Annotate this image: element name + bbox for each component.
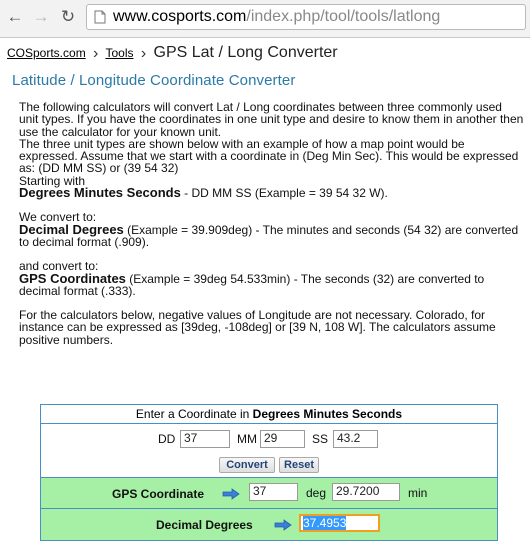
intro-text — [19, 101, 524, 346]
right-arrow-icon — [222, 488, 240, 500]
gps-degrees-unit: deg — [306, 486, 327, 500]
starting-with: Starting with — [19, 173, 86, 188]
gps-result-row — [41, 478, 497, 509]
dd-label: Decimal Degrees — [19, 221, 124, 237]
and-convert-to: and convert to: — [19, 259, 99, 274]
calculator-header-prefix: Enter a Coordinate in — [135, 407, 253, 421]
address-bar[interactable] — [86, 4, 526, 30]
decimal-result-row — [41, 509, 497, 540]
breadcrumb-home-link[interactable]: COSports.com — [7, 46, 86, 60]
gps-label: GPS Coordinates — [19, 270, 126, 286]
dd-description — [19, 221, 524, 249]
dms-input-row — [41, 424, 497, 478]
breadcrumb-current: GPS Lat / Long Converter — [153, 44, 338, 61]
converter-table — [40, 404, 498, 541]
convert-button[interactable]: Convert — [219, 457, 275, 473]
gps-minutes-unit: min — [408, 486, 428, 500]
page-icon — [93, 10, 107, 24]
url-text — [113, 8, 440, 26]
gps-minutes-output[interactable]: 29.7200 — [332, 483, 400, 501]
back-arrow-icon[interactable]: ← — [6, 7, 24, 26]
intro-paragraph-2: The three unit types are shown below with an example of how a map point would be expressed. Assume that we start with a coordinate in (Deg Min Sec). This would be expressed as: (DD MM SS) or (39 54 32) — [19, 136, 519, 176]
page-title: Latitude / Longitude Coordinate Converter — [12, 72, 296, 89]
dd-text: (Example = 39.909deg) - The minutes and seconds (54 32) are converted to decimal format (.909). — [19, 222, 519, 249]
dd-field-label: DD — [158, 432, 176, 446]
chevron-right-icon: › — [140, 45, 147, 62]
browser-toolbar — [0, 0, 530, 38]
dd-input[interactable]: 37 — [180, 430, 230, 448]
gps-description — [19, 270, 524, 298]
calculator-header-bold: Degrees Minutes Seconds — [252, 407, 403, 421]
forward-arrow-icon[interactable]: → — [32, 7, 50, 26]
gps-degrees-output[interactable]: 37 — [249, 483, 298, 501]
calculator-header — [41, 405, 497, 424]
intro-paragraph-1: The following calculators will convert Lat / Long coordinates between three commonly used unit types. If you have the coordinates in one unit type and desire to know them in another then use the calculator for your known unit. — [19, 100, 524, 139]
reset-button[interactable]: Reset — [279, 457, 319, 473]
gps-coordinate-label: GPS Coordinate — [112, 487, 205, 501]
right-arrow-icon — [274, 519, 292, 531]
dms-label: Degrees Minutes Seconds — [19, 185, 181, 201]
breadcrumb-tools-link[interactable]: Tools — [105, 46, 134, 60]
dms-description — [19, 187, 524, 199]
decimal-degrees-value: 37.4953 — [303, 516, 347, 530]
convert-to: We convert to: — [19, 210, 97, 225]
breadcrumb — [7, 44, 338, 64]
url-host: www.cosports.com — [113, 8, 247, 25]
reload-icon[interactable]: ↻ — [60, 7, 76, 26]
dms-text: - DD MM SS (Example = 39 54 32 W). — [180, 186, 388, 201]
ss-field-label: SS — [312, 432, 329, 446]
mm-input[interactable]: 29 — [260, 430, 305, 448]
intro-note: For the calculators below, negative values of Longitude are not necessary. Colorado, for instance can be expressed as [39deg, -108deg] or [39 N, 108 W]. The calculators assume positive numbers. — [19, 308, 496, 347]
decimal-degrees-label: Decimal Degrees — [156, 518, 253, 532]
decimal-degrees-output[interactable] — [299, 514, 380, 532]
chevron-right-icon: › — [93, 45, 99, 62]
mm-field-label: MM — [237, 432, 257, 446]
gps-text: (Example = 39deg 54.533min) - The seconds (32) are converted to decimal format (.333). — [19, 271, 485, 298]
ss-input[interactable]: 43.2 — [333, 430, 378, 448]
url-path: /index.php/tool/tools/latlong — [246, 8, 441, 25]
